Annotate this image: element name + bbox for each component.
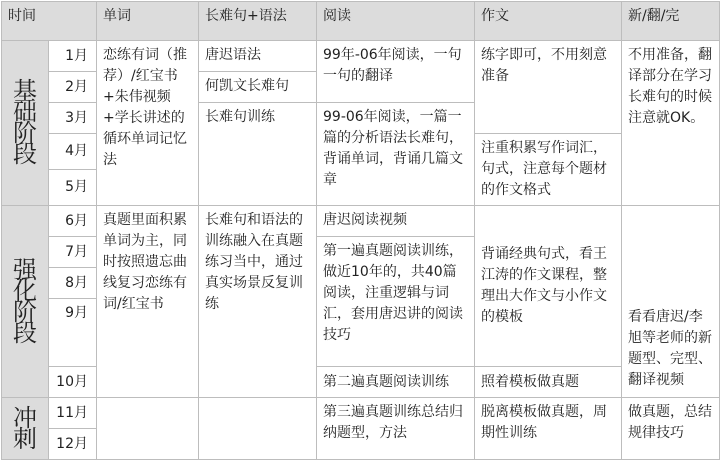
strengthen-sentence: 长难句和语法的训练融入在真题练习当中，通过真实场景反复训练: [199, 206, 317, 398]
header-reading: 阅读: [317, 2, 475, 41]
strengthen-reading-2: 第一遍真题阅读训练，做近10年的，共40篇阅读，注重逻辑与词汇，套用唐迟讲的阅读技巧: [317, 237, 475, 367]
basic-reading-2: 99-06年阅读，一篇一篇的分析语法长难句，背诵单词，背诵几篇文章: [317, 103, 475, 206]
month-cell: 3月: [49, 103, 97, 134]
study-plan-table: [1, 1, 720, 460]
header-vocab: 单词: [97, 2, 199, 41]
sprint-sentence: [199, 398, 317, 460]
header-row: [2, 2, 720, 41]
sprint-writing: 脱离模板做真题，周期性训练: [475, 398, 622, 460]
strengthen-writing-1: 背诵经典句式，看王江涛的作文课程，整理出大作文与小作文的模板: [475, 206, 622, 367]
month-cell: 5月: [49, 170, 97, 206]
month-cell: 6月: [49, 206, 97, 237]
strengthen-reading-3: 第二遍真题阅读训练: [317, 367, 475, 398]
strengthen-writing-2: 照着模板做真题: [475, 367, 622, 398]
strengthen-reading-1: 唐迟阅读视频: [317, 206, 475, 237]
basic-vocab: 恋练有词（推荐）/红宝书+朱伟视频+学长讲述的循环单词记忆法: [97, 41, 199, 206]
month-cell: 11月: [49, 398, 97, 429]
sprint-reading: 第三遍真题训练总结归纳题型，方法: [317, 398, 475, 460]
month-cell: 9月: [49, 299, 97, 367]
header-new: 新/翻/完: [622, 2, 720, 41]
month-cell: 10月: [49, 367, 97, 398]
phase-strengthen: 强 化 阶 段: [2, 206, 49, 398]
month-cell: 8月: [49, 268, 97, 299]
strengthen-vocab: 真题里面积累单词为主，同时按照遗忘曲线复习恋练有词/红宝书: [97, 206, 199, 398]
table-row: [2, 398, 720, 429]
month-cell: 4月: [49, 134, 97, 170]
basic-writing-2: 注重积累写作词汇，句式，注意每个题材的作文格式: [475, 134, 622, 206]
sprint-vocab: [97, 398, 199, 460]
phase-basic: 基 础 阶 段: [2, 41, 49, 206]
basic-sentence-3: 长难句训练: [199, 103, 317, 206]
month-cell: 1月: [49, 41, 97, 72]
sprint-new: 做真题，总结规律技巧: [622, 398, 720, 460]
header-writing: 作文: [475, 2, 622, 41]
basic-sentence-1: 唐迟语法: [199, 41, 317, 72]
header-time: 时间: [2, 2, 97, 41]
header-sentence: 长难句+语法: [199, 2, 317, 41]
table-row: [2, 206, 720, 237]
basic-writing-1: 练字即可，不用刻意准备: [475, 41, 622, 134]
basic-sentence-2: 何凯文长难句: [199, 72, 317, 103]
basic-new: 不用准备，翻译部分在学习长难句的时候注意就OK。: [622, 41, 720, 206]
table-row: [2, 41, 720, 72]
month-cell: 12月: [49, 429, 97, 460]
phase-sprint: 冲 刺: [2, 398, 49, 460]
month-cell: 2月: [49, 72, 97, 103]
month-cell: 7月: [49, 237, 97, 268]
basic-reading-1: 99年-06年阅读，一句一句的翻译: [317, 41, 475, 103]
strengthen-new: 看看唐迟/李旭等老师的新题型、完型、翻译视频: [622, 206, 720, 398]
